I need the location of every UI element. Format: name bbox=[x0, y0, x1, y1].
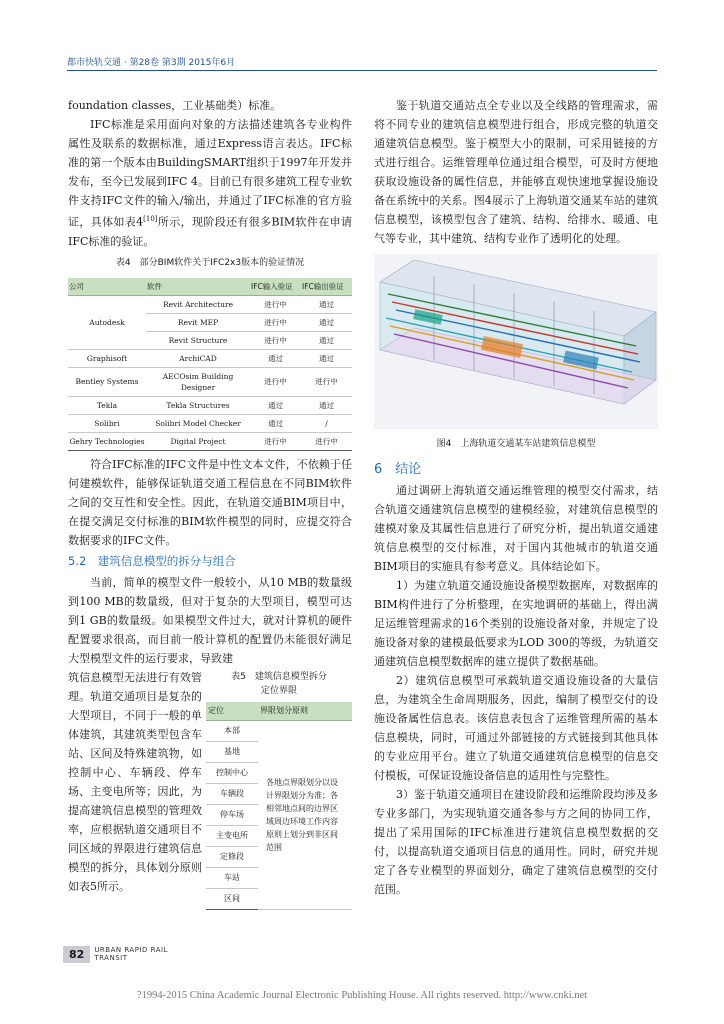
table-cell: 进行中 bbox=[250, 313, 301, 331]
paragraph: 筑信息模型无法进行有效管理。轨道交通项目是复杂的大型项目，不同于一般的单体建筑，其建筑类型包含车站、区间及特殊建筑物，如控制中心、车辆段、停车场、主变电所等；因此，为提高建筑信息模型的管理效率，应根据轨道交通项目不同区域的界限进行建筑信息模型的拆分，具体划分原则如表5所示。 bbox=[68, 670, 202, 893]
table-cell: Gehry Technologies bbox=[68, 432, 146, 450]
table-cell: 本部 bbox=[206, 720, 258, 741]
table-cell: ArchiCAD bbox=[146, 349, 250, 367]
table-cell: 进行中 bbox=[250, 432, 301, 450]
table-cell: 停车场 bbox=[206, 804, 258, 825]
table-header: 定位 bbox=[206, 702, 258, 721]
table-row bbox=[68, 414, 352, 432]
table-cell: Revit MEP bbox=[146, 313, 250, 331]
paragraph: 1）为建立轨道交通设施设备模型数据库，对数据库的BIM构件进行了分析整理，在实地调研的基础上，得出满足运维管理需求的16个类别的设施设备对象，并规定了设施设备对象的建模最低要求为LOD 300的等级，为轨道交通建筑信息模型数据库的建立提供了数据基础。 bbox=[374, 579, 658, 668]
table-row bbox=[68, 295, 352, 313]
table-cell: Tekla Structures bbox=[146, 396, 250, 414]
table4 bbox=[68, 278, 352, 451]
table-row bbox=[206, 720, 352, 741]
table-cell: 通过 bbox=[301, 331, 352, 349]
table-header: 公司 bbox=[68, 278, 146, 296]
table-cell: Tekla bbox=[68, 396, 146, 414]
table-cell: 通过 bbox=[250, 349, 301, 367]
header-rule bbox=[67, 70, 657, 71]
table-row bbox=[68, 396, 352, 414]
table-cell: 车辆段 bbox=[206, 783, 258, 804]
table-cell: AECOsim Building Designer bbox=[146, 367, 250, 396]
table-cell: 进行中 bbox=[250, 367, 301, 396]
table5-caption-line: 表5 建筑信息模型拆分 bbox=[231, 671, 327, 682]
table-cell: 通过 bbox=[301, 313, 352, 331]
page-footer bbox=[63, 944, 203, 964]
text-table-wrap bbox=[68, 668, 352, 910]
table-row bbox=[68, 367, 352, 396]
table4-caption: 表4 部分BIM软件关于IFC2x3版本的验证情况 bbox=[115, 257, 305, 268]
table-cell: 基地 bbox=[206, 741, 258, 762]
paragraph: 符合IFC标准的IFC文件是中性文本文件，不依赖于任何建模软件，能够保证轨道交通工程信息在不同BIM软件之间的交互性和安全性。因此，在轨道交通BIM项目中，在提交满足交付标准的BIM软件模型的同时，应提交符合数据要求的IFC文件。 bbox=[68, 457, 352, 547]
paragraph bbox=[68, 115, 352, 251]
table5-box bbox=[206, 668, 352, 910]
table-cell: 进行中 bbox=[301, 367, 352, 396]
station-bim-model-image bbox=[374, 254, 658, 429]
table-header: 界限划分原则 bbox=[258, 702, 352, 721]
left-column bbox=[68, 96, 352, 910]
table5 bbox=[206, 702, 352, 910]
table-header: 软件 bbox=[146, 278, 250, 296]
table-cell: 控制中心 bbox=[206, 762, 258, 783]
table-cell: Revit Architecture bbox=[146, 295, 250, 313]
table-cell: 进行中 bbox=[250, 331, 301, 349]
figure-4-bim-model bbox=[374, 254, 658, 429]
right-column bbox=[374, 96, 658, 899]
table-cell: 区间 bbox=[206, 888, 258, 909]
paragraph: 2）建筑信息模型可承载轨道交通设施设备的大量信息，为建筑全生命周期服务，因此，编制了模型交付的设施设备属性信息表。该信息表包含了运维管理所需的基本信息模块，同时，可通过外部链接的方式链接到其他具体的专业应用平台。建立了轨道交通建筑信息模型的信息交付模板，可保证设施设备信息的适用性与完整性。 bbox=[374, 674, 658, 782]
table-cell: 定修段 bbox=[206, 846, 258, 867]
table5-caption bbox=[206, 670, 352, 698]
table-cell: Solibri bbox=[68, 414, 146, 432]
table-row bbox=[68, 432, 352, 450]
table-cell: Digital Project bbox=[146, 432, 250, 450]
citation-ref[interactable]: [10] bbox=[143, 215, 158, 223]
table-cell: 通过 bbox=[250, 396, 301, 414]
paragraph-text: 所示，现阶段还有很多BIM软件在申请IFC标准的验证。 bbox=[68, 215, 352, 248]
paragraph-text: IFC标准是采用面向对象的方法描述建筑各专业构件属性及联系的数据标准，通过Express语言表达。IFC标准的第一个版本由BuildingSMART组织于1997年开发并发布，至今已发展到IFC 4。目前已有很多建筑工程专业软件支持IFC文件的输入/输出，并通过了IFC标准的官方验证，具体如表4 bbox=[68, 118, 352, 229]
journal-name: URBAN RAPID RAIL TRANSIT bbox=[94, 946, 168, 962]
page-number: 82 bbox=[63, 946, 90, 963]
copyright-line: ?1994-2015 China Academic Journal Electronic Publishing House. All rights reserved. http://www.cnki.net bbox=[136, 990, 588, 1001]
table-cell-rule: 各地点界限划分以设计界限划分为准；各相邻地点间的边界区域周边环境工作内容原则上划分到非区间范围 bbox=[258, 720, 352, 909]
table-cell: / bbox=[301, 414, 352, 432]
paragraph: 3）鉴于轨道交通项目在建设阶段和运维阶段均涉及多专业多部门，为实现轨道交通各参与方之间的协同工作，提出了采用国际的IFC标准进行建筑信息模型数据的交付，以提高轨道交通项目信息的通用性。同时，研究并规定了各专业模型的界面划分，确定了建筑信息模型的交付范围。 bbox=[374, 788, 658, 896]
table-cell: Solibri Model Checker bbox=[146, 414, 250, 432]
table-header: IFC输入验证 bbox=[250, 278, 301, 296]
paragraph: 通过调研上海轨道交通运维管理的模型交付需求，结合轨道交通建筑信息模型的建模经验，对建筑信息模型的建模对象及其属性信息进行了研究分析，提出轨道交通建筑信息模型的交付标准，对于国内其他城市的轨道交通BIM项目的实施具有参考意义。具体结论如下。 bbox=[374, 484, 658, 573]
table-cell: 通过 bbox=[301, 295, 352, 313]
section-heading-6: 6 结论 bbox=[374, 462, 422, 477]
table-cell: 通过 bbox=[301, 349, 352, 367]
running-header: 都市快轨交通 · 第28卷 第3期 2015年6月 bbox=[67, 58, 236, 68]
paragraph: 当前，简单的模型文件一般较小，从10 MB的数量级到100 MB的数量级，但对于复杂的大型项目，模型可达到1 GB的数量级。如果模型文件过大，就对计算机的硬件配置要求很高，而目前一般计算机的配置仍未能很好满足大型模型文件的运行要求，导致建 bbox=[68, 575, 352, 665]
table-cell: Revit Structure bbox=[146, 331, 250, 349]
table-cell: 主变电所 bbox=[206, 825, 258, 846]
paragraph: 鉴于轨道交通站点全专业以及全线路的管理需求，需将不同专业的建筑信息模型进行组合，形成完整的轨道交通建筑信息模型。鉴于模型大小的限制，可采用链接的方式进行组合。运维管理单位通过组合模型，可及时方便地获取设施设备的属性信息，并能够直观快速地掌握设施设备在系统中的关系。图4展示了上海轨道交通某车站的建筑信息模型，该模型包含了建筑、结构、给排水、暖通、电气等专业，其中建筑、结构专业作了透明化的处理。 bbox=[374, 99, 658, 245]
table-cell: Bentley Systems bbox=[68, 367, 146, 396]
table-cell: Autodesk bbox=[68, 295, 146, 349]
table-cell: 进行中 bbox=[250, 295, 301, 313]
table-cell: 通过 bbox=[250, 414, 301, 432]
section-heading-5-2: 5.2 建筑信息模型的拆分与组合 bbox=[68, 553, 236, 568]
table5-caption-line: 定位界限 bbox=[260, 685, 297, 696]
figure-4-caption: 图4 上海轨道交通某车站建筑信息模型 bbox=[436, 439, 596, 449]
paragraph: foundation classes，工业基础类）标准。 bbox=[68, 99, 282, 112]
table-cell: 进行中 bbox=[301, 432, 352, 450]
table-header: IFC输出验证 bbox=[301, 278, 352, 296]
table-cell: Graphisoft bbox=[68, 349, 146, 367]
table-cell: 通过 bbox=[301, 396, 352, 414]
table-cell: 车站 bbox=[206, 867, 258, 888]
table-row bbox=[68, 349, 352, 367]
